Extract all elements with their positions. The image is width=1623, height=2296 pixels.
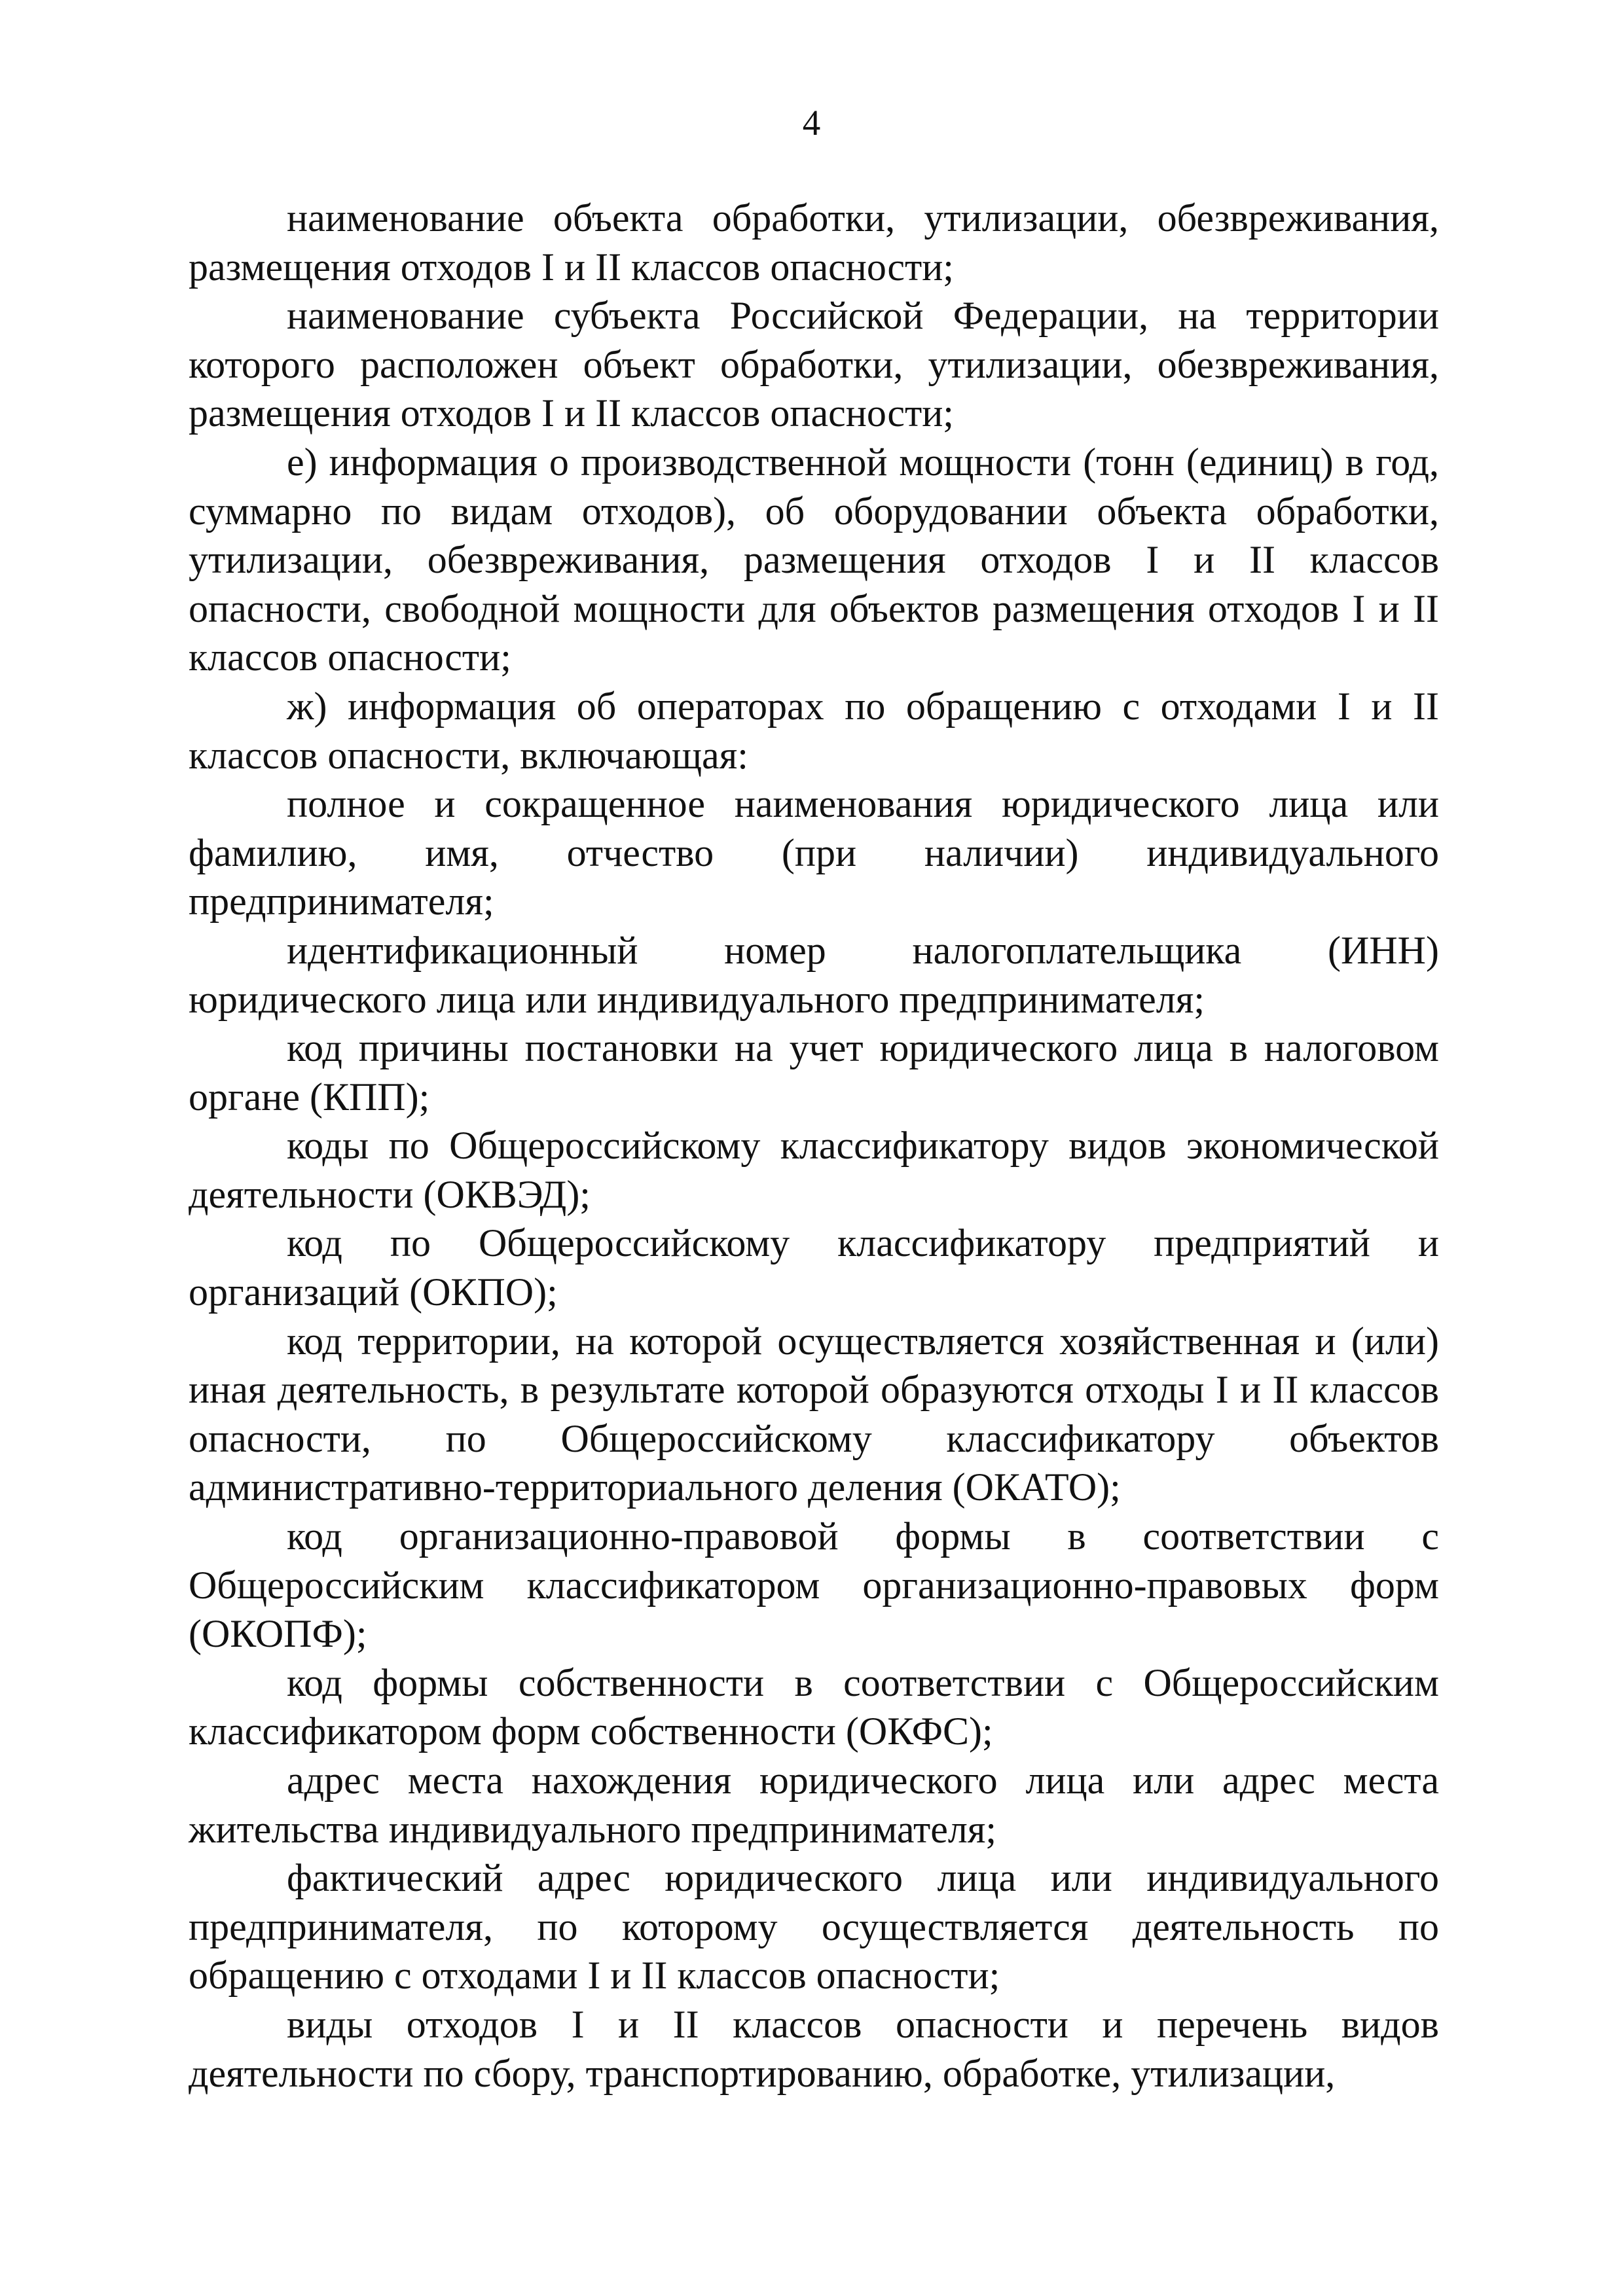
paragraph: код организационно-правовой формы в соответствии с Общероссийским классификатором организационно-правовых форм (ОКОПФ); bbox=[189, 1515, 1439, 1656]
paragraph: наименование субъекта Российской Федерации, на территории которого расположен объект обработки, утилизации, обезвреживания, размещения отходов I и II классов опасности; bbox=[189, 294, 1439, 435]
paragraph: код по Общероссийскому классификатору предприятий и организаций (ОКПО); bbox=[189, 1221, 1439, 1314]
paragraph: е) информация о производственной мощности (тонн (единиц) в год, суммарно по видам отходов), об оборудовании объекта обработки, утилизации, обезвреживания, размещения отходов I и II классов опасности, свободной мощности для объектов размещения отходов I и II классов опасности; bbox=[189, 440, 1439, 679]
paragraph: код территории, на которой осуществляется хозяйственная и (или) иная деятельность, в результате которой образуются отходы I и II классов опасности, по Общероссийскому классификатору объектов административно-территориального деления (ОКАТО); bbox=[189, 1319, 1439, 1509]
paragraph: ж) информация об операторах по обращению с отходами I и II классов опасности, включающая: bbox=[189, 684, 1439, 777]
paragraph: код формы собственности в соответствии с Общероссийским классификатором форм собственности (ОКФС); bbox=[189, 1660, 1439, 1753]
paragraph: идентификационный номер налогоплательщика (ИНН) юридического лица или индивидуального предпринимателя; bbox=[189, 928, 1439, 1021]
paragraph: код причины постановки на учет юридического лица в налоговом органе (КПП); bbox=[189, 1026, 1439, 1119]
document-body bbox=[189, 194, 1439, 2098]
paragraph: адрес места нахождения юридического лица или адрес места жительства индивидуального предпринимателя; bbox=[189, 1759, 1439, 1851]
paragraph: полное и сокращенное наименования юридического лица или фамилию, имя, отчество (при наличии) индивидуального предпринимателя; bbox=[189, 782, 1439, 924]
paragraph: фактический адрес юридического лица или индивидуального предпринимателя, по которому осуществляется деятельность по обращению с отходами I и II классов опасности; bbox=[189, 1856, 1439, 1998]
page-number: 4 bbox=[802, 103, 821, 143]
paragraph: виды отходов I и II классов опасности и перечень видов деятельности по сбору, транспортированию, обработке, утилизации, bbox=[189, 2002, 1439, 2095]
paragraph: наименование объекта обработки, утилизации, обезвреживания, размещения отходов I и II классов опасности; bbox=[189, 196, 1439, 289]
paragraph: коды по Общероссийскому классификатору видов экономической деятельности (ОКВЭД); bbox=[189, 1124, 1439, 1216]
